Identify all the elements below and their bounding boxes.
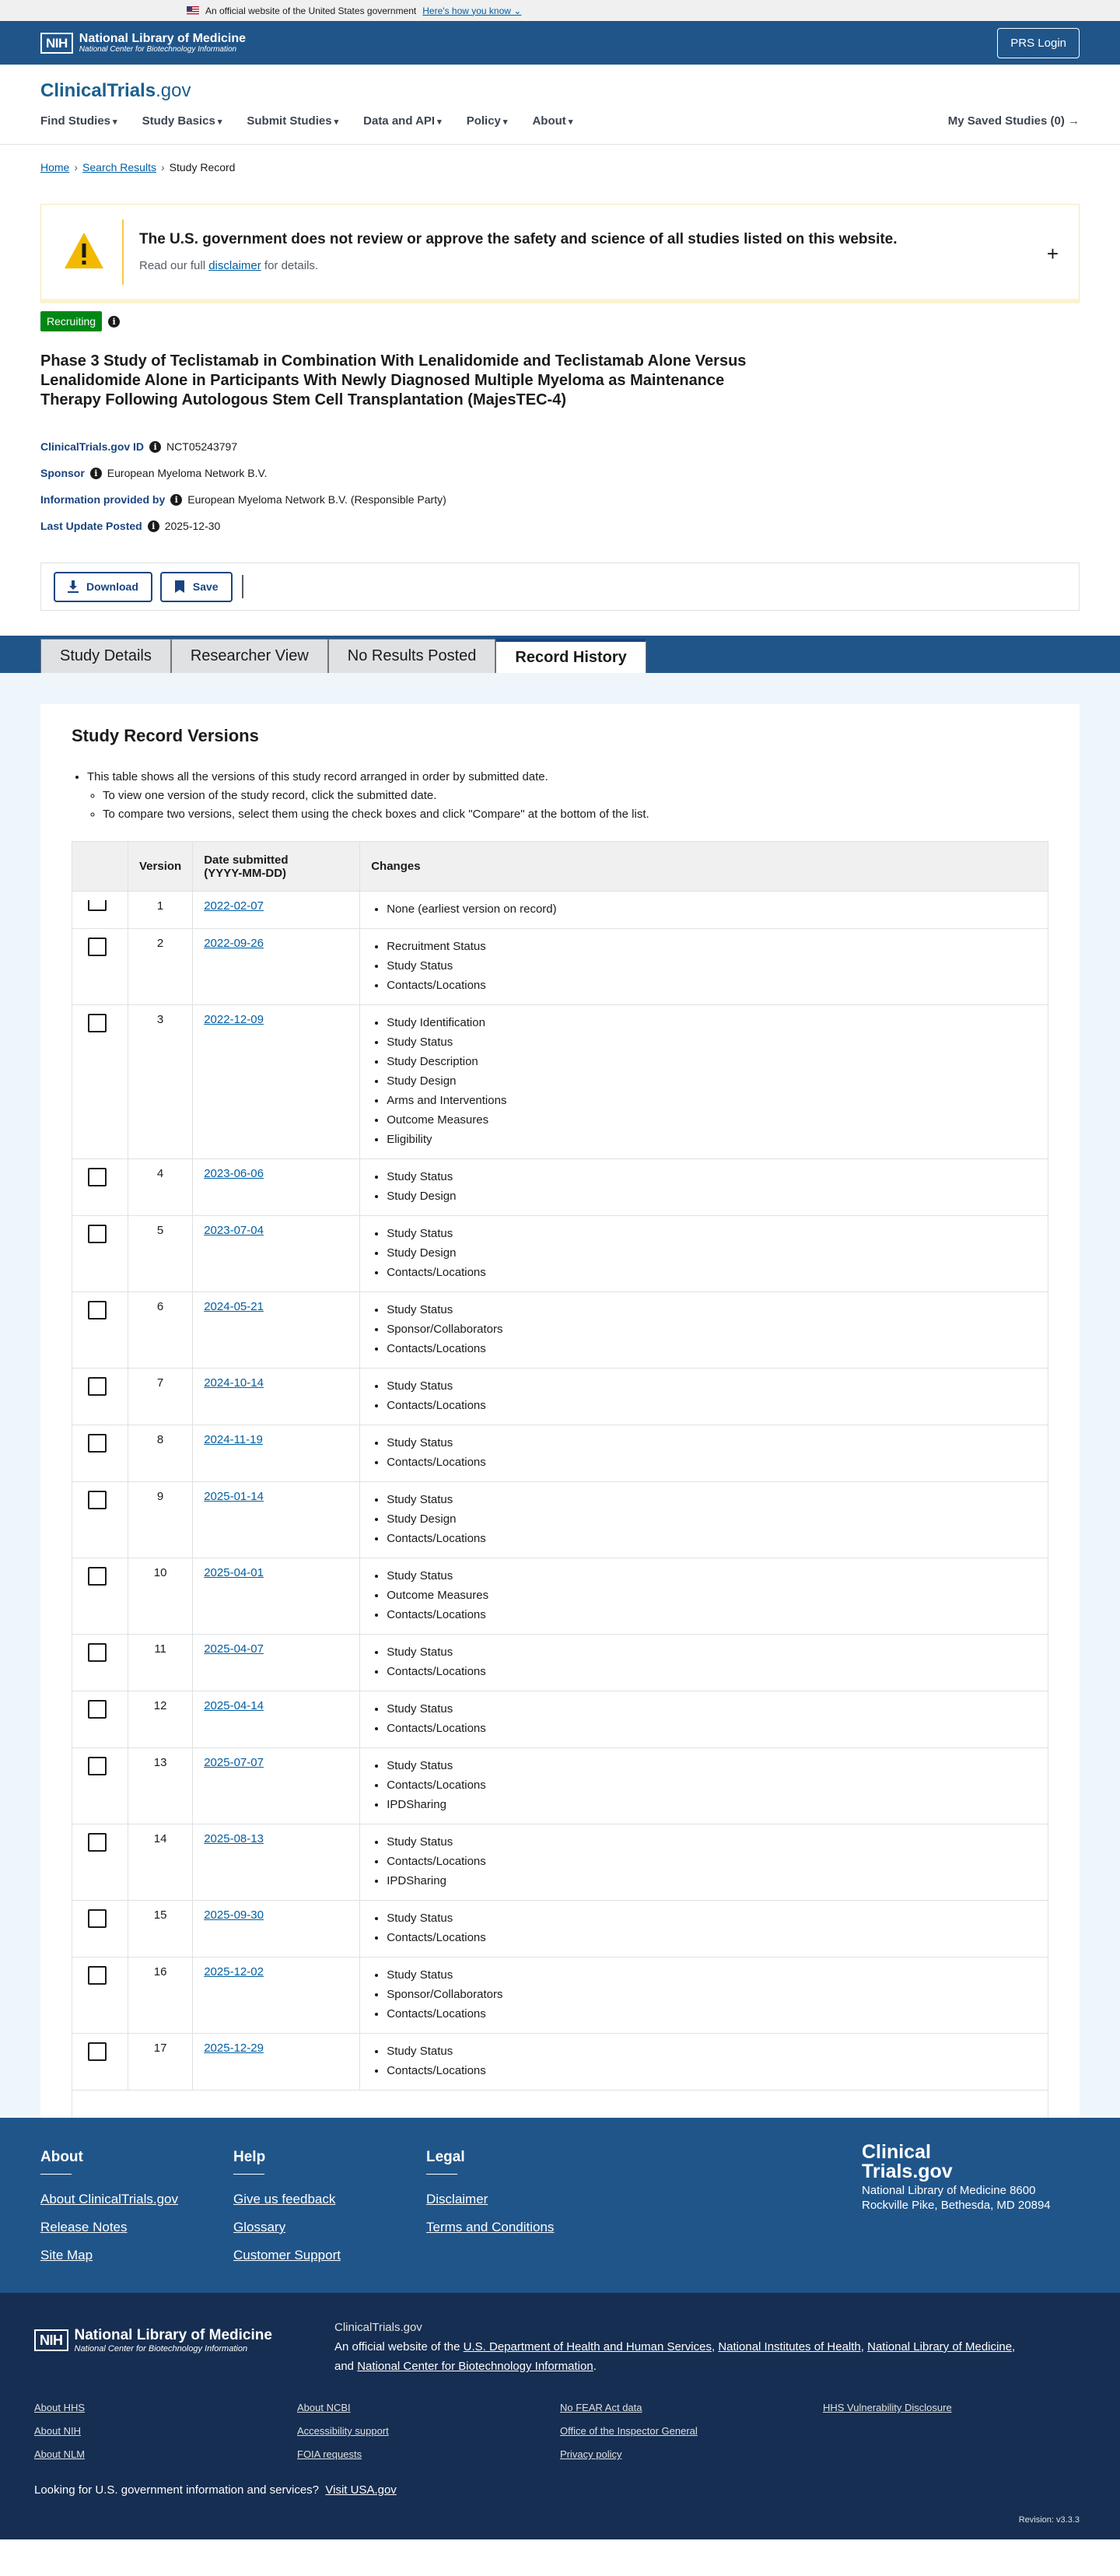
change-item: • Study Design xyxy=(387,1509,1037,1529)
footer-help-heading: Help xyxy=(233,2149,266,2165)
footer-link[interactable]: About NCBI xyxy=(297,2402,351,2413)
footer-link[interactable]: Release Notes xyxy=(40,2220,128,2234)
change-item: • Contacts/Locations xyxy=(387,2061,1037,2080)
footer-link[interactable]: About HHS xyxy=(34,2402,86,2413)
changes-list xyxy=(371,1965,1037,2024)
version-number: 3 xyxy=(128,1005,193,1159)
compare-checkbox[interactable] xyxy=(88,1966,107,1985)
changes-list xyxy=(371,1224,1037,1282)
version-number: 16 xyxy=(128,1957,193,2034)
version-number: 4 xyxy=(128,1159,193,1216)
nav-find-studies[interactable]: Find Studies ▾ xyxy=(40,114,117,128)
version-number: 7 xyxy=(128,1369,193,1425)
alert-divider xyxy=(122,219,124,285)
version-number: 8 xyxy=(128,1425,193,1482)
save-button[interactable]: Save xyxy=(160,572,233,602)
site-footer xyxy=(0,2118,1120,2293)
change-item: • Study Status xyxy=(387,956,1037,976)
footer-legal xyxy=(426,2149,554,2248)
status-badge: Recruiting xyxy=(40,311,102,331)
compare-checkbox[interactable] xyxy=(88,938,107,956)
ct-logo[interactable]: ClinicalTrials.gov xyxy=(40,80,191,101)
footer-link[interactable]: Site Map xyxy=(40,2248,93,2262)
nav-policy[interactable]: Policy ▾ xyxy=(467,114,508,128)
change-item: • Contacts/Locations xyxy=(387,1719,1037,1738)
compare-checkbox[interactable] xyxy=(88,1377,107,1396)
change-item: • Study Status xyxy=(387,1300,1037,1320)
gov-banner xyxy=(0,0,1120,21)
version-date-link[interactable]: 2023-06-06 xyxy=(204,1167,264,1180)
disclaimer-alert xyxy=(40,204,1080,303)
change-item: • Study Status xyxy=(387,1965,1037,1985)
change-item: • Contacts/Locations xyxy=(387,1928,1037,1947)
change-item: • Study Status xyxy=(387,1642,1037,1662)
changes-list xyxy=(371,1566,1037,1624)
nlm-link[interactable]: National Library of Medicine xyxy=(867,2340,1013,2353)
info-icon[interactable]: i xyxy=(90,468,102,479)
info-provided-value: European Myeloma Network B.V. (Responsible Party) xyxy=(187,493,446,506)
change-item: • Outcome Measures xyxy=(387,1110,1037,1130)
compare-checkbox[interactable] xyxy=(88,1833,107,1852)
footer-link[interactable]: Glossary xyxy=(233,2220,286,2234)
change-item: • IPDSharing xyxy=(387,1871,1037,1891)
breadcrumb-current: Study Record xyxy=(169,161,236,173)
revision-text: Revision: v3.3.3 xyxy=(1018,2515,1080,2525)
compare-checkbox[interactable] xyxy=(88,2042,107,2061)
change-item: • Contacts/Locations xyxy=(387,976,1037,995)
footer-link[interactable]: Privacy policy xyxy=(560,2448,622,2460)
change-item: • Study Status xyxy=(387,1832,1037,1852)
change-item: • Study Description xyxy=(387,1052,1037,1071)
compare-checkbox[interactable] xyxy=(88,1301,107,1320)
change-item: • Study Status xyxy=(387,1908,1037,1928)
version-number: 15 xyxy=(128,1901,193,1957)
footer-link[interactable]: Disclaimer xyxy=(426,2192,488,2206)
official-website-text: ClinicalTrials.gov An official website of the U.S. Department of Health and Human Services, National Institutes of Health, National Library of Medicine, and National Center for Biotechnology Information. xyxy=(334,2321,1016,2373)
col-date: Date submitted (YYYY-MM-DD) xyxy=(193,842,360,892)
table-row xyxy=(72,892,1048,929)
change-item: • Arms and Interventions xyxy=(387,1091,1037,1110)
version-number: 1 xyxy=(128,892,193,929)
changes-list xyxy=(371,1756,1037,1814)
action-divider xyxy=(242,575,243,598)
disclaimer-body: Read our full disclaimer for details. xyxy=(139,259,319,272)
change-item: • Study Status xyxy=(387,2042,1037,2061)
table-row xyxy=(72,1824,1048,1901)
version-date-link[interactable]: 2025-04-14 xyxy=(204,1699,264,1712)
note-item: ◦ To view one version of the study record, click the submitted date. xyxy=(103,787,1048,805)
table-row xyxy=(72,1635,1048,1691)
version-number: 5 xyxy=(128,1216,193,1292)
col-version: Version xyxy=(128,842,193,892)
footer-link[interactable]: About NIH xyxy=(34,2425,81,2437)
breadcrumb xyxy=(0,145,1120,190)
footer-link[interactable]: Terms and Conditions xyxy=(426,2220,555,2234)
prs-login-button[interactable]: PRS Login xyxy=(997,28,1080,58)
change-item: • Contacts/Locations xyxy=(387,1662,1037,1681)
footer-about-heading: About xyxy=(40,2149,83,2165)
change-item: • Study Status xyxy=(387,1756,1037,1775)
changes-list xyxy=(371,1490,1037,1548)
change-item: • Sponsor/Collaborators xyxy=(387,1985,1037,2004)
study-meta xyxy=(40,433,1080,539)
last-update-value: 2025-12-30 xyxy=(164,520,221,532)
version-date-link[interactable]: 2022-09-26 xyxy=(204,937,264,950)
nlm-footer-logo[interactable]: NIH National Library of Medicine National Center for Biotechnology Information xyxy=(34,2327,272,2353)
table-row xyxy=(72,1425,1048,1482)
compare-checkbox[interactable] xyxy=(88,900,107,911)
changes-list xyxy=(371,1300,1037,1358)
version-number: 11 xyxy=(128,1635,193,1691)
hhs-link[interactable]: U.S. Department of Health and Human Services xyxy=(463,2340,712,2353)
nav-study-basics[interactable]: Study Basics ▾ xyxy=(142,114,222,128)
compare-checkbox[interactable] xyxy=(88,1757,107,1775)
sponsor-label: Sponsor xyxy=(40,467,85,479)
gov-banner-text: An official website of the United States government xyxy=(205,5,417,16)
compare-checkbox[interactable] xyxy=(88,1643,107,1662)
change-item: • None (earliest version on record) xyxy=(387,899,1037,919)
table-row xyxy=(72,1901,1048,1957)
changes-list xyxy=(371,1642,1037,1681)
disclaimer-title: The U.S. government does not review or approve the safety and science of all studies listed on this website. xyxy=(139,231,898,247)
compare-checkbox[interactable] xyxy=(88,1700,107,1719)
changes-list xyxy=(371,1433,1037,1472)
version-number: 6 xyxy=(128,1292,193,1369)
change-item: • IPDSharing xyxy=(387,1795,1037,1814)
change-item: • Contacts/Locations xyxy=(387,1263,1037,1282)
footer-link[interactable]: Accessibility support xyxy=(297,2425,389,2437)
table-row xyxy=(72,929,1048,1005)
usa-gov-line: Looking for U.S. government information and services? Visit USA.gov xyxy=(34,2483,397,2497)
change-item: • Study Identification xyxy=(387,1013,1037,1032)
tab-study-details[interactable]: Study Details xyxy=(40,639,171,673)
table-row xyxy=(72,1482,1048,1558)
footer-ct-logo[interactable]: Clinical Trials.gov National Library of Medicine 8600 Rockville Pike, Bethesda, MD 20894 xyxy=(862,2143,1056,2213)
compare-checkbox[interactable] xyxy=(88,1168,107,1186)
change-item: • Study Status xyxy=(387,1032,1037,1052)
version-date-link[interactable]: 2025-01-14 xyxy=(204,1490,264,1503)
breadcrumb-home[interactable]: Home xyxy=(40,161,70,173)
version-date-link[interactable]: 2023-07-04 xyxy=(204,1224,264,1237)
nav-data-and-api[interactable]: Data and API ▾ xyxy=(363,114,442,128)
change-item: • Contacts/Locations xyxy=(387,1453,1037,1472)
change-item: • Contacts/Locations xyxy=(387,1339,1037,1358)
history-panel xyxy=(40,704,1080,2124)
nlm-footer xyxy=(0,2293,1120,2539)
tab-record-history[interactable]: Record History xyxy=(495,639,646,673)
nct-id-label: ClinicalTrials.gov ID xyxy=(40,440,145,453)
version-number: 13 xyxy=(128,1748,193,1824)
info-provided-label: Information provided by xyxy=(40,493,166,506)
table-row xyxy=(72,1691,1048,1748)
table-row xyxy=(72,1369,1048,1425)
change-item: • Contacts/Locations xyxy=(387,2004,1037,2024)
table-row xyxy=(72,1292,1048,1369)
change-item: • Outcome Measures xyxy=(387,1586,1037,1605)
version-date-link[interactable]: 2024-11-19 xyxy=(204,1433,263,1446)
us-flag-icon xyxy=(187,6,199,15)
change-item: • Study Status xyxy=(387,1699,1037,1719)
note-item: ◦ To compare two versions, select them using the check boxes and click "Compare" at the bottom of the list. xyxy=(103,805,1048,824)
compare-checkbox[interactable] xyxy=(88,1567,107,1586)
nih-logo-mark: NIH xyxy=(34,2329,68,2351)
footer-help xyxy=(233,2149,341,2276)
version-number: 9 xyxy=(128,1482,193,1558)
history-heading: Study Record Versions xyxy=(72,726,259,745)
version-date-link[interactable]: 2022-12-09 xyxy=(204,1013,264,1026)
change-item: • Contacts/Locations xyxy=(387,1605,1037,1624)
compare-checkbox[interactable] xyxy=(88,1014,107,1032)
version-date-link[interactable]: 2025-09-30 xyxy=(204,1908,264,1922)
footer-legal-heading: Legal xyxy=(426,2149,465,2165)
breadcrumb-search-results[interactable]: Search Results xyxy=(82,161,156,173)
tab-no-results-posted[interactable]: No Results Posted xyxy=(328,639,496,673)
changes-list xyxy=(371,1013,1037,1149)
change-item: • Study Design xyxy=(387,1071,1037,1091)
changes-list xyxy=(371,2042,1037,2080)
changes-list xyxy=(371,1167,1037,1206)
version-date-link[interactable]: 2022-02-07 xyxy=(204,899,264,913)
study-title: Phase 3 Study of Teclistamab in Combination With Lenalidomide and Teclistamab Alone Versus Lenalidomide Alone in Participants With Newly Diagnosed Multiple Myeloma as Maintenance Therapy Following Autologous Stem Cell Transplantation (MajesTEC-4) xyxy=(40,352,747,408)
ncbi-name: National Center for Biotechnology Information xyxy=(79,45,237,54)
sponsor-value: European Myeloma Network B.V. xyxy=(107,467,268,479)
version-date-link[interactable]: 2025-04-01 xyxy=(204,1566,264,1579)
change-item: • Contacts/Locations xyxy=(387,1852,1037,1871)
info-icon[interactable]: i xyxy=(149,441,161,453)
footer-link[interactable]: No FEAR Act data xyxy=(560,2402,642,2413)
version-date-link[interactable]: 2025-12-29 xyxy=(204,2042,264,2055)
version-date-link[interactable]: 2024-10-14 xyxy=(204,1376,264,1390)
version-number: 14 xyxy=(128,1824,193,1901)
footer-links xyxy=(34,2402,1086,2472)
versions-table xyxy=(72,841,1048,2151)
nct-id-value: NCT05243797 xyxy=(166,440,238,453)
version-date-link[interactable]: 2025-07-07 xyxy=(204,1756,264,1769)
change-item: • Study Design xyxy=(387,1243,1037,1263)
change-item: • Recruitment Status xyxy=(387,937,1037,956)
version-number: 10 xyxy=(128,1558,193,1635)
table-row xyxy=(72,1216,1048,1292)
change-item: • Contacts/Locations xyxy=(387,1529,1037,1548)
version-date-link[interactable]: 2025-08-13 xyxy=(204,1832,264,1845)
nih-logo-mark: NIH xyxy=(40,33,73,54)
record-history-section xyxy=(0,673,1120,2118)
expand-plus-icon[interactable]: + xyxy=(1046,242,1059,265)
version-number: 2 xyxy=(128,929,193,1005)
status-row xyxy=(40,311,1080,331)
changes-list xyxy=(371,1699,1037,1738)
heres-how-you-know-link[interactable]: Here's how you know ⌄ xyxy=(422,5,522,16)
main-nav xyxy=(40,114,1080,128)
change-item: • Study Design xyxy=(387,1186,1037,1206)
warning-icon xyxy=(63,231,105,273)
change-item: • Study Status xyxy=(387,1224,1037,1243)
footer-address: National Library of Medicine 8600 Rockville Pike, Bethesda, MD 20894 xyxy=(862,2184,1051,2212)
info-icon[interactable]: i xyxy=(148,520,159,532)
changes-list xyxy=(371,1376,1037,1415)
table-row xyxy=(72,2034,1048,2091)
note-item: • This table shows all the versions of this study record arranged in order by submitted date. ◦ To view one version of the study record, click the submitted date. ◦ To compare two versions, select them using the check boxes and click "Compare" at the bottom of the list. xyxy=(87,768,1048,824)
ncbi-link[interactable]: National Center for Biotechnology Information xyxy=(357,2360,593,2373)
bookmark-icon xyxy=(174,580,185,593)
changes-list xyxy=(371,937,1037,995)
table-row xyxy=(72,1748,1048,1824)
chevron-right-icon: › xyxy=(74,161,79,173)
table-row xyxy=(72,1159,1048,1216)
footer-about xyxy=(40,2149,178,2276)
table-row xyxy=(72,1558,1048,1635)
my-saved-studies-link[interactable]: My Saved Studies (0) → xyxy=(947,114,1080,128)
compare-checkbox[interactable] xyxy=(88,1434,107,1453)
ct-header xyxy=(0,65,1120,145)
nlm-name: National Library of Medicine xyxy=(79,31,247,45)
version-number: 17 xyxy=(128,2034,193,2091)
version-number: 12 xyxy=(128,1691,193,1748)
compare-checkbox[interactable] xyxy=(88,1491,107,1509)
footer-link[interactable]: HHS Vulnerability Disclosure xyxy=(823,2402,952,2413)
change-item: • Study Status xyxy=(387,1167,1037,1186)
chevron-right-icon: › xyxy=(160,161,165,173)
compare-checkbox[interactable] xyxy=(88,1225,107,1243)
footer-link[interactable]: Give us feedback xyxy=(233,2192,336,2206)
change-item: • Contacts/Locations xyxy=(387,1396,1037,1415)
footer-link[interactable]: FOIA requests xyxy=(297,2448,362,2460)
version-date-link[interactable]: 2024-05-21 xyxy=(204,1300,264,1313)
change-item: • Contacts/Locations xyxy=(387,1775,1037,1795)
study-tabs xyxy=(0,636,1120,673)
download-button[interactable]: Download xyxy=(54,572,152,602)
info-icon[interactable]: i xyxy=(108,316,120,328)
nav-submit-studies[interactable]: Submit Studies ▾ xyxy=(247,114,338,128)
action-bar xyxy=(40,563,1080,611)
col-select xyxy=(72,842,128,892)
changes-list xyxy=(371,1832,1037,1891)
last-update-label: Last Update Posted xyxy=(40,520,142,532)
version-date-link[interactable]: 2025-12-02 xyxy=(204,1965,264,1978)
version-date-link[interactable]: 2025-04-07 xyxy=(204,1642,264,1656)
change-item: • Study Status xyxy=(387,1566,1037,1586)
table-row xyxy=(72,1957,1048,2034)
nih-link[interactable]: National Institutes of Health xyxy=(718,2340,861,2353)
table-row xyxy=(72,1005,1048,1159)
footer-link[interactable]: Office of the Inspector General xyxy=(560,2425,698,2437)
disclaimer-link[interactable]: disclaimer xyxy=(208,259,261,272)
footer-link[interactable]: About ClinicalTrials.gov xyxy=(40,2192,178,2206)
change-item: • Sponsor/Collaborators xyxy=(387,1320,1037,1339)
visit-usa-gov-link[interactable]: Visit USA.gov xyxy=(325,2483,397,2497)
change-item: • Study Status xyxy=(387,1433,1037,1453)
footer-link[interactable]: About NLM xyxy=(34,2448,86,2460)
download-icon xyxy=(68,580,79,593)
history-notes xyxy=(72,768,1048,824)
tab-researcher-view[interactable]: Researcher View xyxy=(171,639,328,673)
nih-header xyxy=(0,21,1120,65)
compare-checkbox[interactable] xyxy=(88,1909,107,1928)
change-item: • Study Status xyxy=(387,1376,1037,1396)
footer-link[interactable]: Customer Support xyxy=(233,2248,341,2262)
changes-list xyxy=(371,1908,1037,1947)
info-icon[interactable]: i xyxy=(170,494,182,506)
col-changes: Changes xyxy=(360,842,1048,892)
nav-about[interactable]: About ▾ xyxy=(532,114,572,128)
nlm-logo[interactable] xyxy=(40,32,246,54)
change-item: • Study Status xyxy=(387,1490,1037,1509)
changes-list xyxy=(371,899,1037,919)
change-item: • Eligibility xyxy=(387,1130,1037,1149)
